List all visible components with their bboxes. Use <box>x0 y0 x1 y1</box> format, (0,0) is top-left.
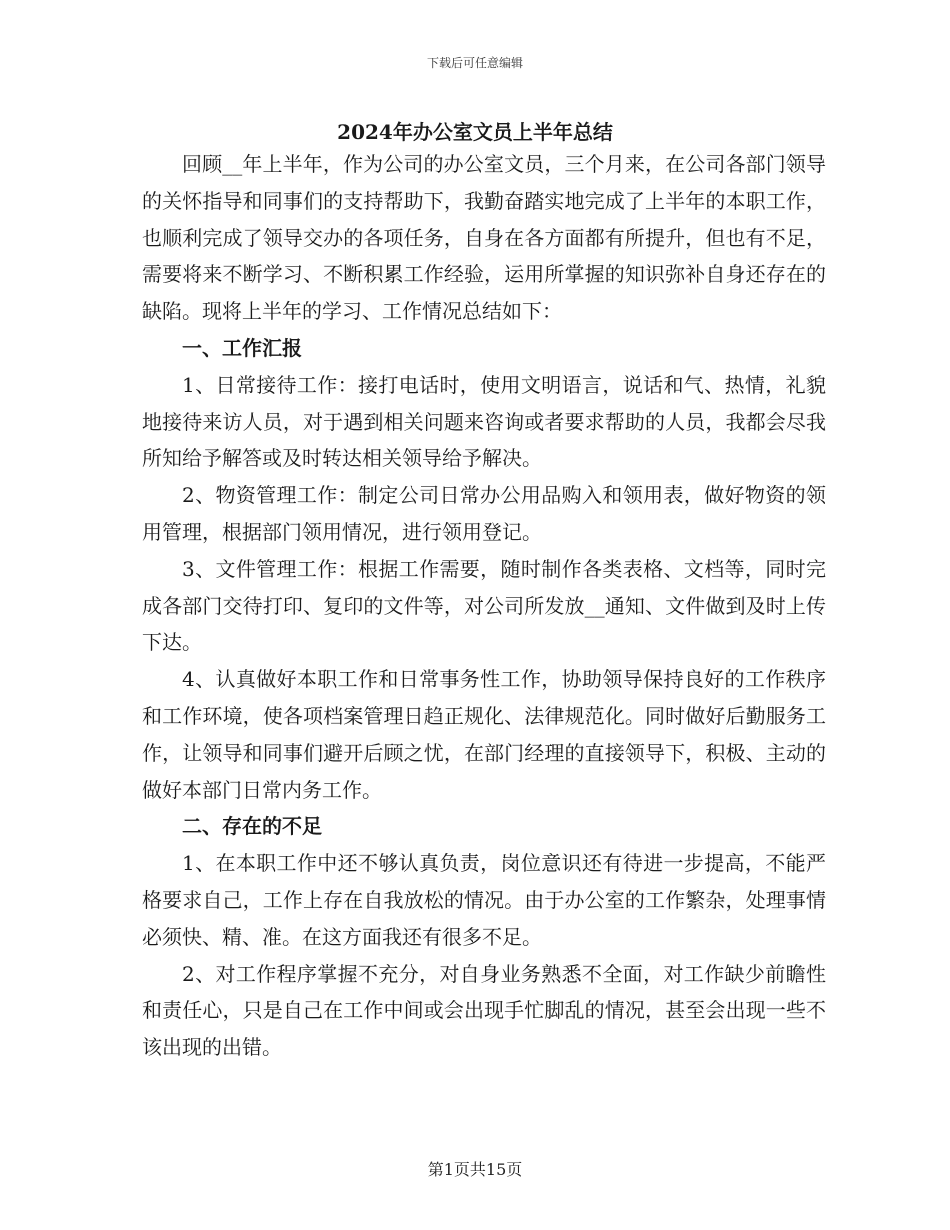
section-heading-shortcomings: 二、存在的不足 <box>182 814 322 839</box>
page-header: 下载后可任意编辑 <box>426 56 523 70</box>
paragraph-shortcoming-2: 2、对工作程序掌握不充分，对自身业务熟悉不全面，对工作缺少前瞻性和责任心，只是自己在工作中间或会出现手忙脚乱的情况，甚至会出现一些不该出现的出错。 <box>142 961 826 1060</box>
paragraph-materials: 2、物资管理工作：制定公司日常办公用品购入和领用表，做好物资的领用管理，根据部门领用情况，进行领用登记。 <box>142 483 826 544</box>
paragraph-shortcoming-1: 1、在本职工作中还不够认真负责，岗位意识还有待进一步提高，不能严格要求自己，工作上存在自我放松的情况。由于办公室的工作繁杂，处理事情必须快、精、准。在这方面我还有很多不足。 <box>142 851 826 949</box>
section-heading-work-report: 一、工作汇报 <box>182 335 302 360</box>
document-body <box>142 146 826 1066</box>
paragraph-reception: 1、日常接待工作：接打电话时，使用文明语言，说话和气、热情，礼貌地接待来访人员，对于遇到相关问题来咨询或者要求帮助的人员，我都会尽我所知给予解答或及时转达相关领导给予解决。 <box>142 372 826 471</box>
paragraph-documents: 3、文件管理工作：根据工作需要，随时制作各类表格、文档等，同时完成各部门交待打印、复印的文件等，对公司所发放__通知、文件做到及时上传下达。 <box>142 556 826 655</box>
paragraph-routine-duties: 4、认真做好本职工作和日常事务性工作，协助领导保持良好的工作秩序和工作环境，使各项档案管理日趋正规化、法律规范化。同时做好后勤服务工作，让领导和同事们避开后顾之忧，在部门经理的直接领导下，积极、主动的做好本部门日常内务工作。 <box>142 667 826 802</box>
page-number-footer: 第1页共15页 <box>427 1160 523 1179</box>
paragraph-intro: 回顾__年上半年，作为公司的办公室文员，三个月来，在公司各部门领导的关怀指导和同事们的支持帮助下，我勤奋踏实地完成了上半年的本职工作，也顺利完成了领导交办的各项任务，自身在各方面都有所提升，但也有不足，需要将来不断学习、不断积累工作经验，运用所掌握的知识弥补自身还存在的缺陷。现将上半年的学习、工作情况总结如下： <box>142 152 826 324</box>
document-title: 2024年办公室文员上半年总结 <box>337 120 613 144</box>
